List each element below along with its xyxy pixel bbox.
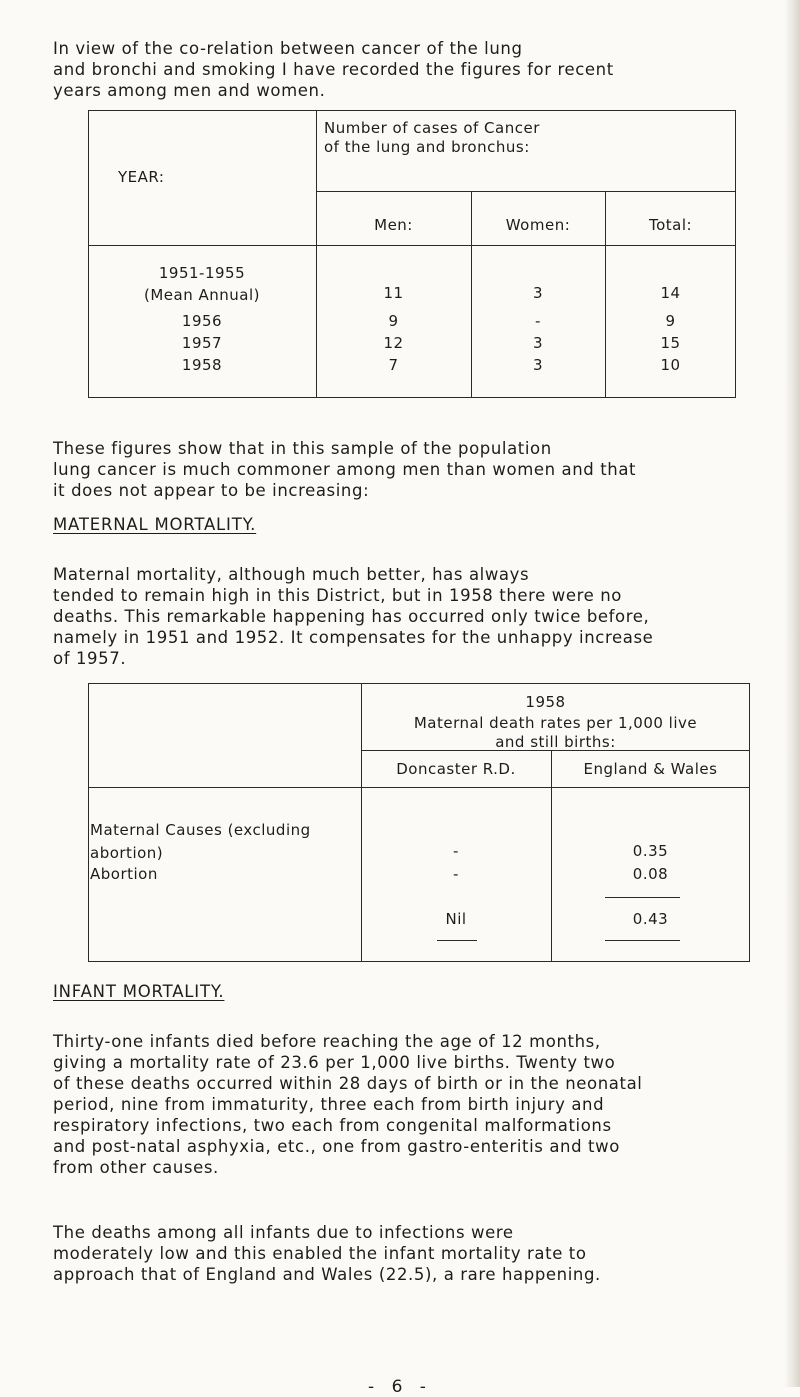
infant-mortality-heading: INFANT MORTALITY. — [53, 982, 225, 1001]
total-cell: 14 — [660, 284, 681, 302]
cases-group-header: Number of cases of Cancer of the lung and bronchus: — [324, 119, 540, 156]
lung-table-divider — [88, 245, 736, 246]
lung-table-divider — [316, 191, 736, 192]
page-edge-shadow — [784, 0, 800, 1387]
england-cell: 0.35 — [632, 842, 669, 860]
total-cell: 9 — [665, 312, 676, 330]
maternal-year: 1958 — [525, 693, 566, 711]
lung-comment-paragraph: These figures show that in this sample of the population lung cancer is much commoner among men than women and that it does not appear to be increasing: — [53, 439, 637, 500]
year-cell: 1957 — [181, 334, 223, 352]
men-cell: 11 — [383, 284, 404, 302]
doncaster-cell: - — [453, 865, 459, 883]
men-cell: 9 — [388, 312, 399, 330]
maternal-paragraph: Maternal mortality, although much better, has always tended to remain high in this District, but in 1958 there were no deaths. This remarkable happening has occurred only twice before, namely in 1951 and 1952. It compensates for the unhappy increase of 1957. — [53, 565, 654, 668]
men-cell: 7 — [388, 356, 399, 374]
sum-rule — [437, 940, 477, 941]
year-header: YEAR: — [118, 168, 165, 186]
total-cell: 15 — [660, 334, 681, 352]
men-header: Men: — [374, 216, 413, 234]
infant-paragraph: Thirty-one infants died before reaching the age of 12 months, giving a mortality rate of 23.6 per 1,000 live births. Twenty two of these deaths occurred within 28 days of birth or in the neonatal period, nine from immaturity, three each from birth injury and respiratory infections, two each from congenital malformations and post-natal asphyxia, etc., one from gastro-enteritis and two from other causes. — [53, 1032, 643, 1177]
maternal-table-divider — [88, 787, 750, 788]
women-cell: 3 — [532, 334, 544, 352]
doncaster-cell: - — [453, 842, 459, 860]
women-cell: 3 — [532, 284, 544, 302]
maternal-group-header: Maternal death rates per 1,000 live and still births: — [413, 714, 698, 751]
men-cell: 12 — [383, 334, 404, 352]
lung-table-divider — [316, 110, 317, 398]
infant-infections-paragraph: The deaths among all infants due to infections were moderately low and this enabled the infant mortality rate to approach that of England and Wales (22.5), a rare happening. — [53, 1223, 601, 1284]
england-cell: 0.08 — [632, 865, 669, 883]
year-cell: 1956 — [181, 312, 223, 330]
england-total-cell: 0.43 — [632, 910, 669, 928]
doncaster-total-cell: Nil — [445, 910, 467, 928]
intro-paragraph: In view of the co-relation between cancer of the lung and bronchi and smoking I have recorded the figures for recent years among men and women. — [53, 39, 614, 100]
doncaster-header: Doncaster R.D. — [396, 760, 516, 778]
cause-cell: Maternal Causes (excluding abortion) — [90, 821, 311, 862]
women-cell: - — [535, 312, 541, 330]
maternal-mortality-heading: MATERNAL MORTALITY. — [53, 515, 257, 534]
year-cell: 1958 — [181, 356, 223, 374]
cause-cell: Abortion — [90, 865, 158, 883]
england-wales-header: England & Wales — [583, 760, 718, 778]
women-header: Women: — [505, 216, 571, 234]
sum-rule — [605, 940, 680, 941]
total-cell: 10 — [660, 356, 681, 374]
women-cell: 3 — [532, 356, 544, 374]
page-number: - 6 - — [368, 1377, 432, 1397]
sum-rule — [605, 897, 680, 898]
total-header: Total: — [648, 216, 693, 234]
year-cell: 1951-1955 (Mean Annual) — [144, 264, 260, 304]
